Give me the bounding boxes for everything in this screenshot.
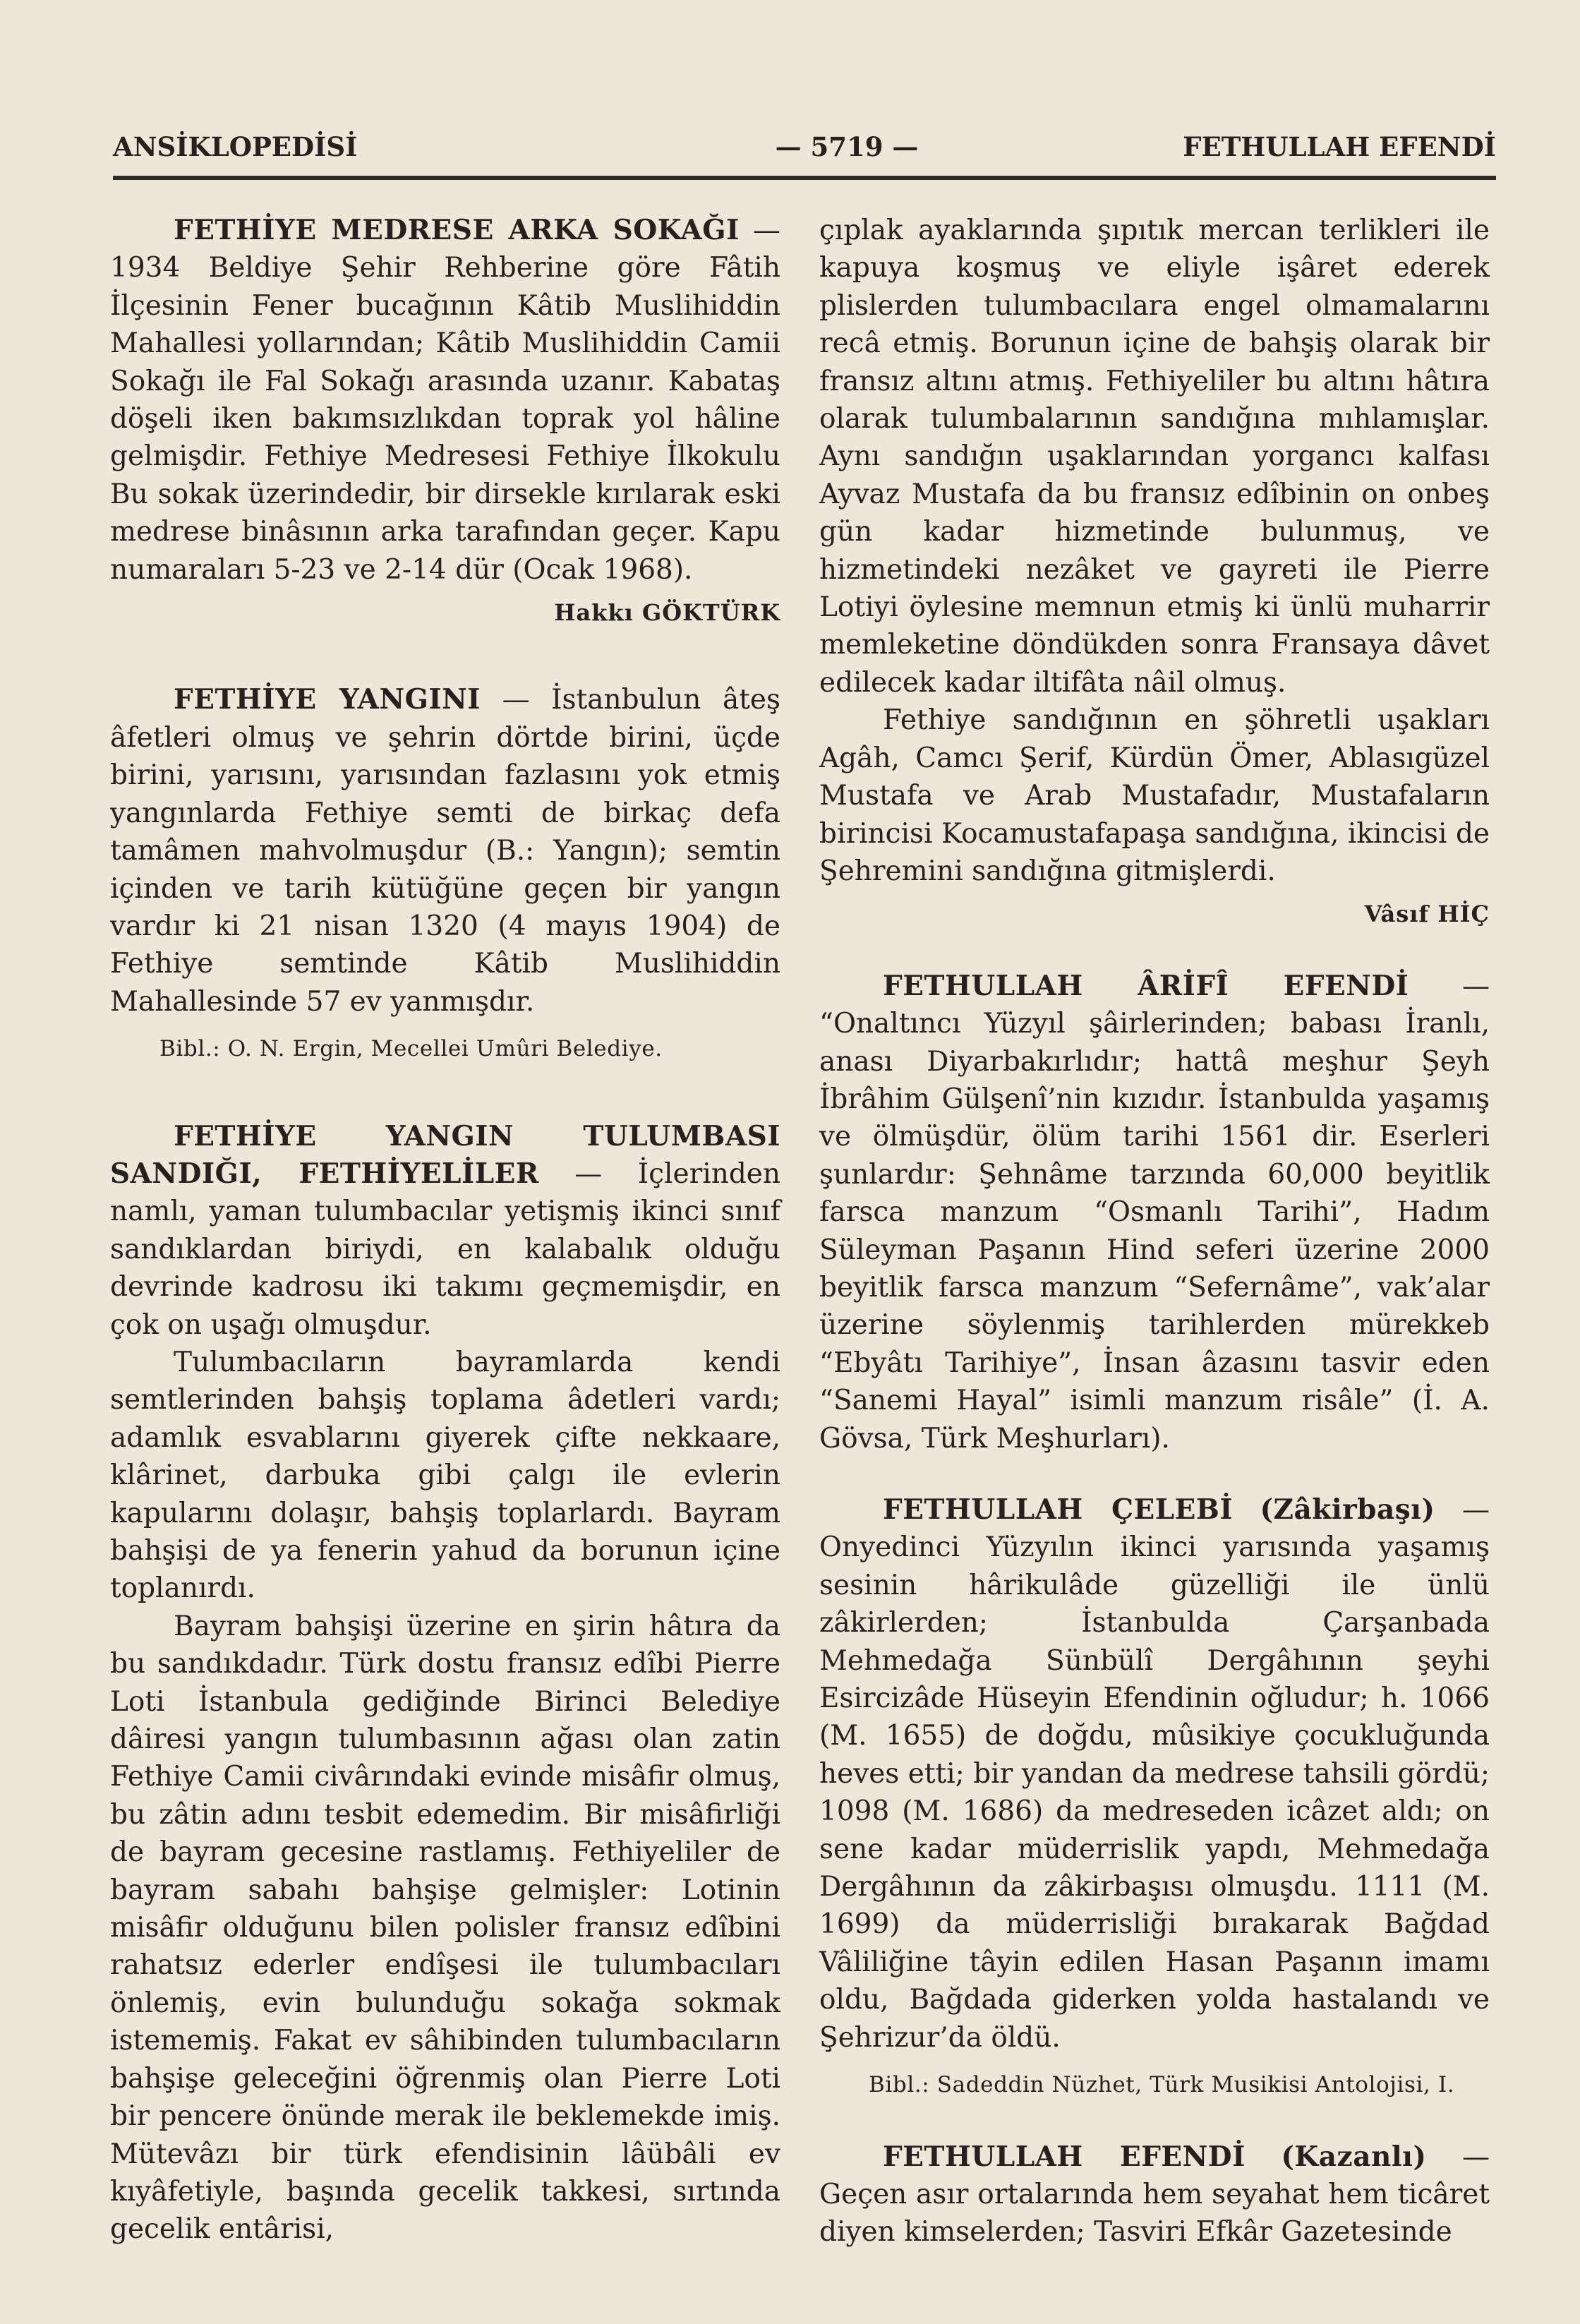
entry-signature: Vâsıf HİÇ xyxy=(1364,901,1490,928)
entry-body: — İçlerinden namlı, yaman tulumbacılar yetişmiş ikinci sınıf sandıklardan biriydi, en kalabalık olduğu devrinde kadrosu iki takımı geçmemişdir, en çok on uşağı olmuşdur. xyxy=(110,1157,780,1341)
entry-body: — İstanbulun âteş âfetleri olmuş ve şehrin dörtde birini, üçde birini, yarısını, yarısından fazlasını yok etmiş yangınlarda Fethiye semti de birkaç defa tamâmen mahvolmuşdur (B.: Yangın); semtin içinden ve tarih kütüğüne geçen bir yangın vardır ki 21 nisan 1320 (4 mayıs 1904) de Fethiye semtinde Kâtib Muslihiddin Mahallesinde 57 ev yanmışdır. xyxy=(110,684,780,1018)
entry-bibliography: Bibl.: O. N. Ergin, Mecellei Umûri Belediye. xyxy=(159,1036,663,1062)
page-number: — 5719 — xyxy=(775,131,919,162)
entry-paragraph: Fethiye sandığının en şöhretli uşakları Agâh, Camcı Şerif, Kürdün Ömer, Ablasıgüzel Mustafa ve Arab Mustafadır, Mustafaların birincisi Kocamustafapaşa sandığına, ikincisi de Şehremini sandığına gitmişlerdi. xyxy=(819,704,1490,887)
entry-body: — Onyedinci Yüzyılın ikinci yarısında yaşamış sesinin hârikulâde güzelliği ile ünlü zâkirlerden; İstanbulda Çarşanbada Mehmedağa Sünbülî Dergâhının şeyhi Esircizâde Hüseyin Efendinin oğludur; h. 1066 (M. 1655) de doğdu, mûsikiye çocukluğunda heves etti; bir yandan da medrese tahsili gördü; 1098 (M. 1686) da medreseden icâzet aldı; on sene kadar müderrislik yapdı, Mehmedağa Dergâhının da zâkirbaşısı olmuşdu. 1111 (M. 1699) da müderrisliği bırakarak Bağdad Vâliliğine tâyin edilen Hasan Paşanın imamı oldu, Bağdada giderken yolda hastalandı ve Şehrizur’da öldü. xyxy=(819,1494,1490,2054)
entry-headword: FETHİYE YANGINI xyxy=(174,683,481,716)
entry-body: — Geçen asır ortalarında hem seyahat hem ticâret diyen kimselerden; Tasviri Efkâr Gazetesinde xyxy=(819,2141,1490,2248)
left-column xyxy=(110,212,780,2248)
entry-fethullah-efendi xyxy=(819,2138,1490,2251)
header-left: ANSİKLOPEDİSİ xyxy=(113,131,358,162)
header-rule xyxy=(113,176,1496,180)
entry-headword: FETHİYE YANGIN TULUMBASI SANDIĞI, FETHİYELİLER xyxy=(110,1119,780,1190)
entry-headword-suffix: (Kazanlı) xyxy=(1281,2140,1427,2173)
page-header xyxy=(113,131,1496,174)
entry-fethullah-celebi xyxy=(819,1491,1490,2057)
entry-paragraph: Tulumbacıların bayramlarda kendi semtlerinden bahşiş toplama âdetleri vardı; adamlık esvablarını giyerek çifte nekkaare, klârinet, darbuka gibi çalgı ile evlerin kapularını dolaşır, bahşiş toplarlardı. Bayram bahşişi de ya fenerin yahud da borunun içine toplanırdı. xyxy=(110,1346,780,1605)
header-right: FETHULLAH EFENDİ xyxy=(1183,131,1496,162)
entry-body: — “Onaltıncı Yüzyıl şâirlerinden; babası İranlı, anası Diyarbakırlıdır; hattâ meşhur Şeyh İbrâhim Gülşenî’nin kızıdır. İstanbulda yaşamış ve ölmüşdür, ölüm tarihi 1561 dir. Eserleri şunlardır: Şehnâme tarzında 60,000 beyitlik farsca manzum “Osmanlı Tarihi”, Hadım Süleyman Paşanın Hind seferi üzerine 2000 beyitlik farsca manzum “Sefernâme”, vak’alar üzerine söylenmiş tarihlerden mürekkeb “Ebyâtı Tarihiye”, İnsan âzasını tasvir eden “Sanemi Hayal” isimli manzum risâle” (İ. A. Gövsa, Türk Meşhurları). xyxy=(819,970,1490,1455)
entry-headword: FETHULLAH EFENDİ xyxy=(883,2140,1246,2173)
entry-fethiye-tulumbasi xyxy=(110,1118,780,1344)
entry-body: — 1934 Beldiye Şehir Rehberine göre Fâtih İlçesinin Fener bucağının Kâtib Muslihiddin Mahallesi yollarından; Kâtib Muslihiddin Camii Sokağı ile Fal Sokağı arasında uzanır. Kabataş döşeli iken bakımsızlıkdan toprak yol hâline gelmişdir. Fethiye Medresesi Fethiye İlkokulu Bu sokak üzerindedir, bir dirsekle kırılarak eski medrese binâsının arka tarafından geçer. Kapu numaraları 5-23 ve 2-14 dür (Ocak 1968). xyxy=(110,215,780,586)
continued-paragraph: çıplak ayaklarında şıpıtık mercan terlikleri ile kapuya koşmuş ve eliyle işâret ederek plislerden tulumbacılara engel olmamalarını recâ etmiş. Borunun içine de bahşiş olarak bir fransız altını atmış. Fethiyeliler bu altını hâtıra olarak tulumbalarının sandığına mıhlamışlar. Aynı sandığın uşaklarından yorgancı kalfası Ayvaz Mustafa da bu fransız edîbinin on onbeş gün kadar hizmetinde bulunmuş, ve hizmetindeki nezâket ve gayreti ile Pierre Lotiyi öylesine memnun etmiş ki ünlü muharrir memleketine döndükden sonra Fransaya dâvet edilecek kadar iltifâta nâil olmuş. xyxy=(819,215,1490,699)
entry-fethiye-medrese xyxy=(110,212,780,589)
entry-headword-suffix: (Zâkirbaşı) xyxy=(1260,1493,1435,1526)
entry-paragraph: Bayram bahşişi üzerine en şirin hâtıra da bu sandıkdadır. Türk dostu fransız edîbi Pierre Loti İstanbula gediğinde Birinci Belediye dâiresi yangın tulumbasının ağası olan zatin Fethiye Camii civârındaki evinde misâfir olmuş, bu zâtin adını tesbit edemedim. Bir misâfirliği de bayram gecesine rastlamış. Fethiyeliler de bayram sabahı bahşişe gelmişler: Lotinin misâfir olduğunu bilen polisler fransız edîbini rahatsız ederler endîşesi ile tulumbacıları önlemiş, evin bulunduğu sokağa sokmak istememiş. Fakat ev sâhibinden tulumbacıların bahşişe geleceğini öğrenmiş olan Pierre Loti bir pencere önünde merak ile beklemekde imiş. Mütevâzı bir türk efendisinin lâübâli ev kıyâfetiyle, başında gecelik takkesi, sırtında gecelik entârisi, xyxy=(110,1610,780,2246)
entry-fethullah-arifi xyxy=(819,968,1490,1457)
entry-signature: Hakkı GÖKTÜRK xyxy=(554,599,780,627)
entry-fethiye-yangini xyxy=(110,681,780,1020)
entry-headword: FETHİYE MEDRESE ARKA SOKAĞI xyxy=(174,214,740,246)
entry-headword: FETHULLAH ÇELEBİ xyxy=(883,1493,1234,1526)
right-column xyxy=(819,212,1490,2251)
entry-headword: FETHULLAH ÂRİFÎ EFENDİ xyxy=(883,969,1409,1002)
entry-bibliography: Bibl.: Sadeddin Nüzhet, Türk Musikisi Antolojisi, I. xyxy=(869,2072,1455,2098)
